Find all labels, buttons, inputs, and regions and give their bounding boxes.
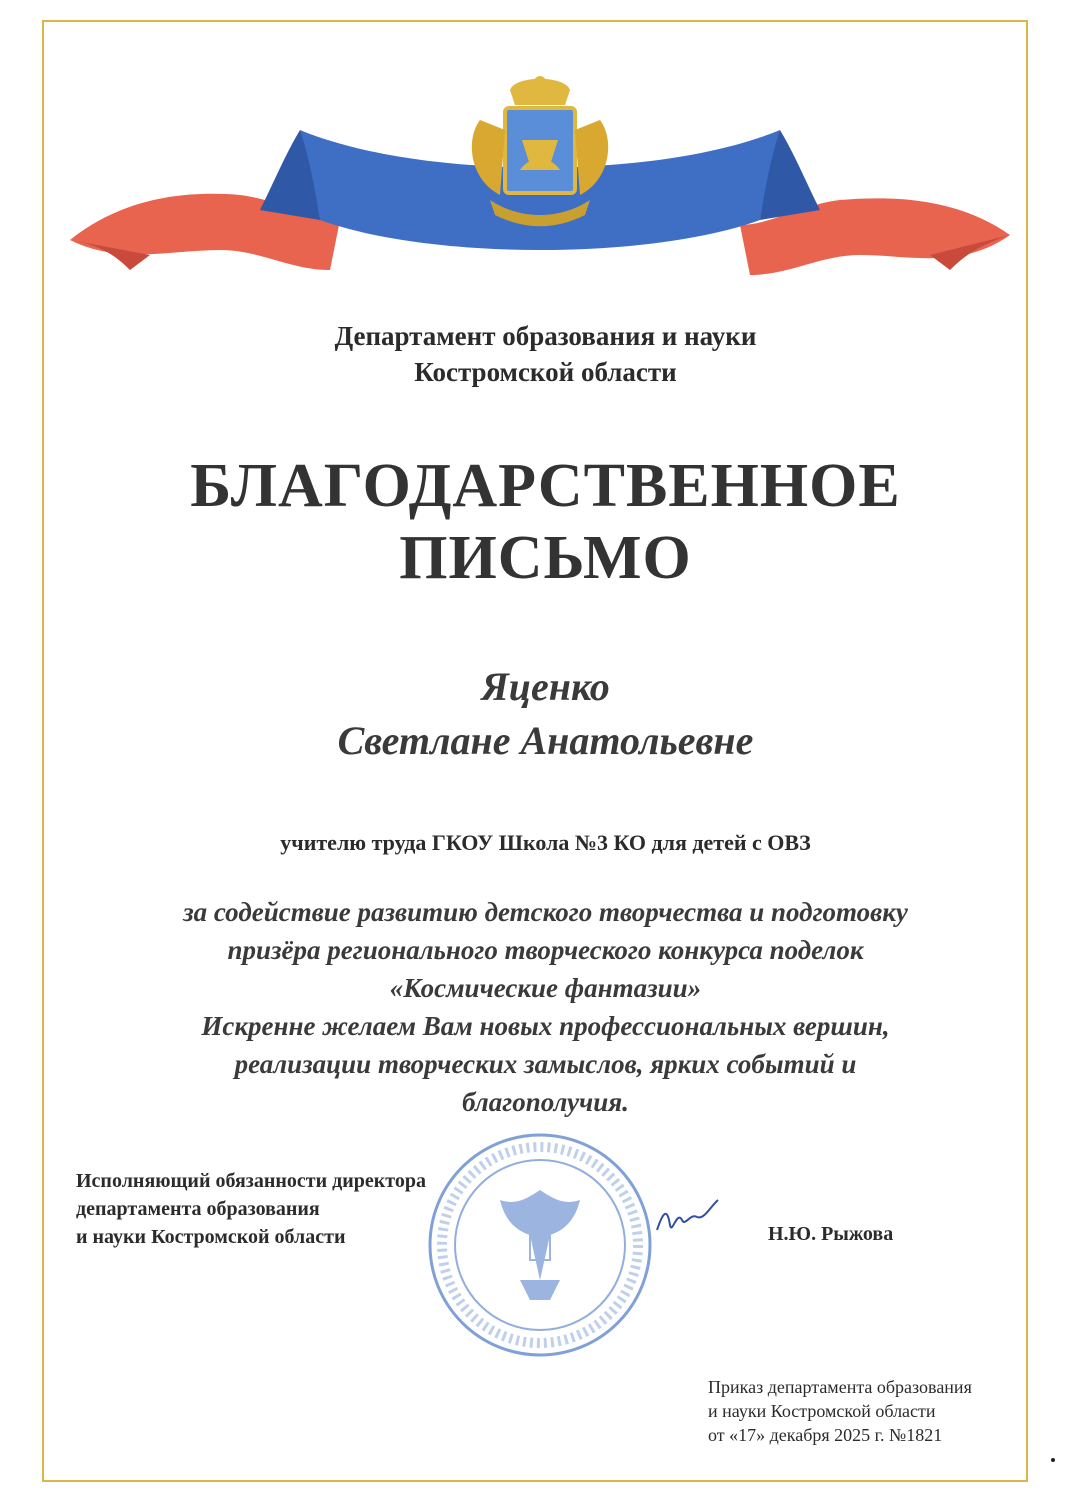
signatory-title-line-2: департамента образования [76, 1198, 320, 1220]
order-line-2: и науки Костромской области [708, 1401, 936, 1421]
emblem-ribbon [60, 70, 1020, 300]
order-reference [708, 1375, 972, 1447]
reason-line-5: реализации творческих замыслов, ярких событий и [234, 1049, 857, 1079]
order-line-3: от «17» декабря 2025 г. №1821 [708, 1425, 943, 1445]
reason-line-6: благополучия. [462, 1087, 629, 1117]
signature-icon [652, 1195, 722, 1240]
order-line-1: Приказ департамента образования [708, 1377, 972, 1397]
recipient-position: учителю труда ГКОУ Школа №3 КО для детей с ОВЗ [280, 830, 811, 855]
reason-line-4: Искренне желаем Вам новых профессиональных вершин, [201, 1011, 890, 1041]
recipient-name [0, 660, 1091, 768]
recipient-given-names: Светлане Анатольевне [337, 718, 754, 763]
recipient-surname: Яценко [481, 664, 610, 709]
reason-line-2: призёра регионального творческого конкурса поделок [227, 935, 864, 965]
official-seal-icon [425, 1130, 655, 1360]
signatory-name: Н.Ю. Рыжова [768, 1223, 894, 1245]
signatory-title-line-1: Исполняющий обязанности директора [76, 1170, 426, 1192]
reason-line-1: за содействие развитию детского творчества и подготовку [183, 897, 908, 927]
department-line-1: Департамент образования и науки [334, 321, 757, 351]
signatory-title-line-3: и науки Костромской области [76, 1226, 346, 1248]
department-line-2: Костромской области [414, 357, 677, 387]
title-line-1: БЛАГОДАРСТВЕННОЕ [190, 452, 901, 520]
gratitude-text [0, 893, 1091, 1121]
signatory-title [76, 1167, 426, 1251]
speck [1051, 1458, 1055, 1462]
title-line-2: ПИСЬМО [399, 524, 692, 592]
reason-line-3: «Космические фантазии» [389, 973, 702, 1003]
document-title [0, 450, 1091, 594]
department-heading [0, 318, 1091, 390]
